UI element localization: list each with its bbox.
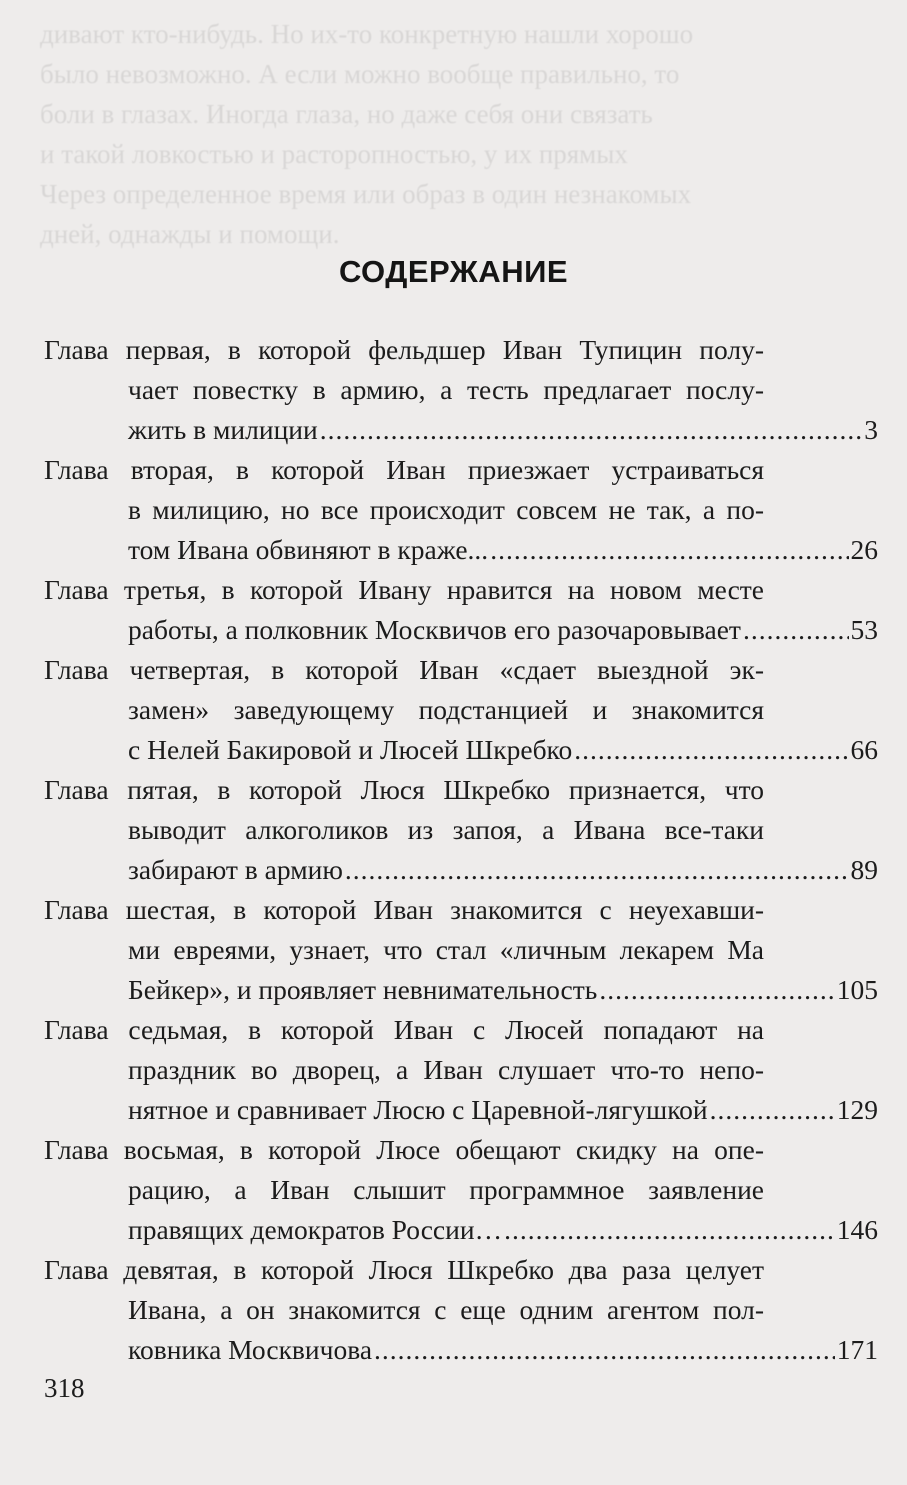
dot-leader (345, 850, 849, 890)
toc-page-number: 146 (836, 1214, 878, 1245)
bleed-through-text (40, 14, 880, 254)
toc-entry-continuation-line: выводит алкоголиков из запоя, а Ивана все-таки (128, 814, 764, 845)
dot-leader (320, 410, 863, 450)
toc-entry-continuation-line: рацию, а Иван слышит программное заявление (128, 1174, 764, 1205)
toc-entry-heading-line: Глава третья, в которой Ивану нравится на новом месте (44, 574, 764, 605)
toc-entry-continuation-line: ми евреями, узнает, что стал «личным лекарем Ма (128, 934, 764, 965)
toc-entry-last-text: жить в милиции (128, 414, 318, 445)
dot-leader (599, 970, 834, 1010)
toc-page-number: 105 (836, 974, 878, 1005)
toc-entry (44, 890, 878, 1010)
toc-entry-last-line (44, 1330, 878, 1370)
dot-leader (374, 1330, 835, 1370)
toc-entry-last-line (44, 1090, 878, 1130)
toc-entry-last-text: работы, а полковник Москвичов его разочаровывает (128, 614, 741, 645)
toc-entry-last-text: правящих демократов России… (128, 1214, 503, 1245)
toc-page-number: 89 (850, 854, 878, 885)
toc-page-number: 129 (836, 1094, 878, 1125)
toc-entry-heading-line: Глава шестая, в которой Иван знакомится с неуехавши- (44, 894, 764, 925)
dot-leader (490, 530, 848, 570)
toc-entry-heading-line: Глава восьмая, в которой Люсе обещают скидку на опе- (44, 1134, 764, 1165)
toc-entry-continuation-line: праздник во дворец, а Иван слушает что-то непо- (128, 1054, 764, 1085)
toc-page-number: 53 (850, 614, 878, 645)
page-number: 318 (44, 1373, 85, 1403)
dot-leader (504, 1210, 835, 1250)
toc-entry-last-line (44, 970, 878, 1010)
toc-page-number: 66 (850, 734, 878, 765)
toc-entry-last-text: ковника Москвичова (128, 1334, 373, 1365)
toc-entry (44, 770, 878, 890)
dot-leader (574, 730, 848, 770)
toc-entry-last-line (44, 610, 878, 650)
bleed-through-line: Через определенное время или образ в один незнакомых (40, 179, 692, 209)
toc-entry-last-text: забирают в армию (128, 854, 343, 885)
toc-entry-last-text: том Ивана обвиняют в краже... (128, 534, 489, 565)
toc-entry (44, 570, 878, 650)
bleed-through-line: боли в глазах. Иногда глаза, но даже себя они связать (40, 99, 653, 129)
toc-page-number: 171 (836, 1334, 878, 1365)
toc-entry-continuation-line: замен» заведующему подстанцией и знакомится (128, 694, 764, 725)
toc-entry (44, 1010, 878, 1130)
toc-entry-last-text: нятное и сравнивает Люсю с Царевной-лягушкой (128, 1094, 708, 1125)
toc-entry (44, 450, 878, 570)
toc-entry-last-line (44, 1210, 878, 1250)
bleed-through-line: дней, однажды и помощи. (40, 219, 340, 249)
table-of-contents (44, 330, 878, 1370)
toc-entry (44, 1130, 878, 1250)
toc-page-number: 26 (850, 534, 878, 565)
toc-page-number: 3 (864, 414, 878, 445)
toc-entry-last-text: с Нелей Бакировой и Люсей Шкребко (128, 734, 573, 765)
toc-entry-heading-line: Глава четвертая, в которой Иван «сдает выездной эк- (44, 654, 764, 685)
toc-entry-last-line (44, 850, 878, 890)
toc-entry-continuation-line: Ивана, а он знакомится с еще одним агентом пол- (128, 1294, 764, 1325)
toc-entry-continuation-line: в милицию, но все происходит совсем не так, а по- (128, 494, 764, 525)
toc-entry (44, 1250, 878, 1370)
toc-entry-heading-line: Глава пятая, в которой Люся Шкребко признается, что (44, 774, 764, 805)
bleed-through-line: было невозможно. А если можно вообще правильно, то (40, 59, 680, 89)
toc-entry-heading-line: Глава седьмая, в которой Иван с Люсей попадают на (44, 1014, 764, 1045)
toc-entry-last-line (44, 530, 878, 570)
toc-entry-heading-line: Глава вторая, в которой Иван приезжает устраиваться (44, 454, 764, 485)
toc-entry (44, 330, 878, 450)
bleed-through-line: дивают кто-нибудь. Но их-то конкретную нашли хорошо (40, 19, 694, 49)
bleed-through-line: и такой ловкостью и расторопностью, у их прямых (40, 139, 628, 169)
toc-entry-heading-line: Глава первая, в которой фельдшер Иван Тупицин полу- (44, 334, 764, 365)
toc-entry-last-line (44, 410, 878, 450)
page-title: СОДЕРЖАНИЕ (338, 254, 569, 289)
toc-entry (44, 650, 878, 770)
dot-leader (710, 1090, 835, 1130)
toc-entry-last-text: Бейкер», и проявляет невнимательность (128, 974, 598, 1005)
toc-entry-continuation-line: чает повестку в армию, а тесть предлагает послу- (128, 374, 764, 405)
dot-leader (743, 610, 849, 650)
toc-entry-heading-line: Глава девятая, в которой Люся Шкребко два раза целует (44, 1254, 764, 1285)
toc-entry-last-line (44, 730, 878, 770)
